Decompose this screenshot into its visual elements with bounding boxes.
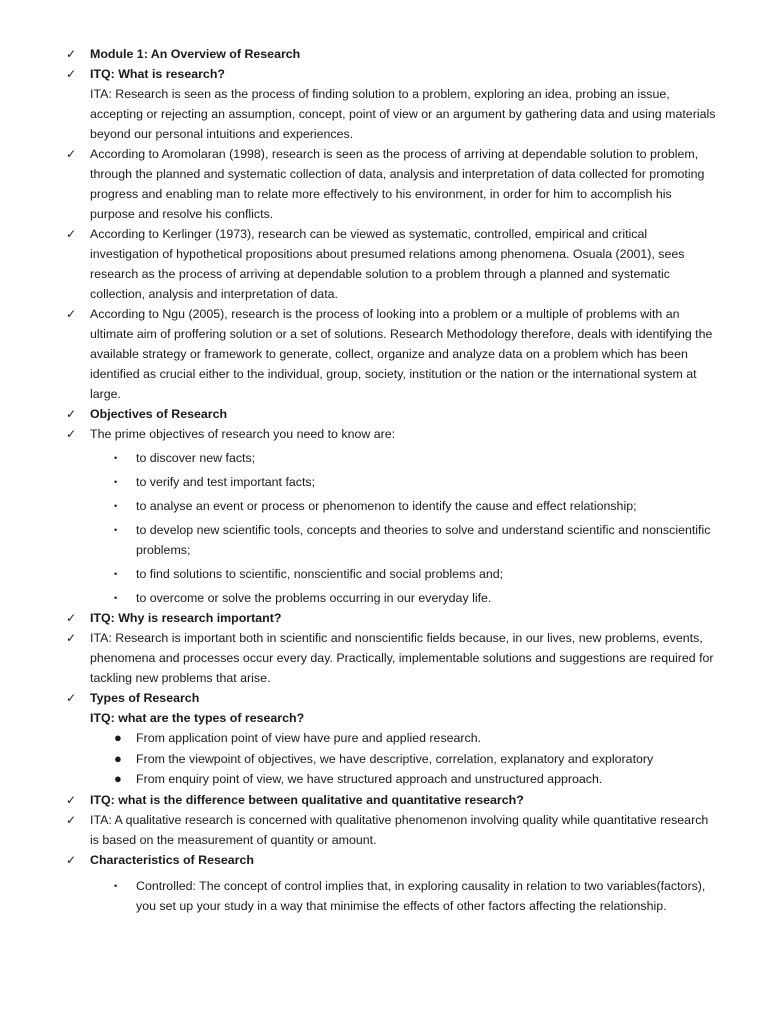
- list-item: [0, 728, 768, 749]
- bullet-icon: ●: [114, 771, 122, 786]
- ita-why: ITA: Research is important both in scientific and nonscientific fields because, in our lives, new problems, events, phenomena and processes occur every day. Practically, implementable solutions and suggestions are required for tackling new problems that arise.: [90, 631, 714, 685]
- list-item: [0, 448, 768, 468]
- bullet-icon: ●: [114, 730, 122, 745]
- list-item-text: to find solutions to scientific, nonscientific and social problems and;: [136, 567, 504, 581]
- ngu-text: According to Ngu (2005), research is the process of looking into a problem or a multiple of problems with an ultimate aim of proffering solution or a set of solutions. Research Methodology therefore, deals with identifying the available strategy or framework to generate, collect, organize and analyze data on a problem which has been identified as crucial either to the individual, group, society, institution or the nation or the international system at large.: [90, 307, 713, 401]
- prime-objectives: The prime objectives of research you need to know are:: [90, 427, 396, 441]
- list-item: [0, 876, 768, 916]
- document-page: [0, 44, 768, 916]
- list-item: [0, 769, 768, 790]
- kerlinger-text: According to Kerlinger (1973), research can be viewed as systematic, controlled, empirical and critical investigation of hypothetical propositions about presumed relations among phenomena. Osuala (2001), sees research as the process of arriving at dependable solution to a problem through a planned and systematic collection, analysis and interpretation of data.: [90, 227, 685, 301]
- list-item-text: to overcome or solve the problems occurring in our everyday life.: [136, 591, 492, 605]
- checkmark-icon: ✓: [66, 227, 77, 241]
- types-heading: Types of Research: [90, 691, 200, 705]
- list-item-text: From enquiry point of view, we have structured approach and unstructured approach.: [136, 772, 603, 786]
- list-item-text: From application point of view have pure and applied research.: [136, 731, 482, 745]
- characteristics-list: [0, 876, 768, 916]
- bullet-icon: •: [114, 453, 118, 463]
- list-item: [0, 520, 768, 560]
- list-item-text: From the viewpoint of objectives, we have descriptive, correlation, explanatory and exploratory: [136, 751, 654, 766]
- objectives-list: [0, 448, 768, 608]
- bullet-icon: •: [114, 569, 118, 579]
- list-item: [0, 472, 768, 492]
- checkmark-icon: ✓: [66, 67, 77, 81]
- checkmark-icon: ✓: [66, 307, 77, 321]
- list-item-text: to develop new scientific tools, concepts and theories to solve and understand scientific and nonscientific problems;: [136, 523, 711, 557]
- list-item-text: Controlled: The concept of control implies that, in exploring causality in relation to two variables(factors), you set up your study in a way that minimise the effects of other factors affecting the relationship.: [136, 878, 706, 913]
- aromolaran-text: According to Aromolaran (1998), research is seen as the process of arriving at dependable solution to problem, through the planned and systematic collection of data, analysis and interpretation of data collected for promoting progress and enabling man to relate more effectively to his environment, in order for him to accomplish his purpose and resolve his conflicts.: [90, 147, 705, 221]
- list-item: [0, 496, 768, 516]
- checkmark-icon: ✓: [66, 631, 77, 645]
- module-title: Module 1: An Overview of Research: [90, 47, 301, 61]
- list-item: [0, 588, 768, 608]
- checkmark-icon: ✓: [66, 691, 77, 705]
- ita-why-row: [0, 628, 768, 688]
- list-item: [0, 749, 768, 770]
- ita-diff: ITA: A qualitative research is concerned with qualitative phenomenon involving quality while quantitative research is based on the measurement of quantity or amount.: [90, 812, 709, 847]
- list-item: [0, 564, 768, 584]
- itq-what: ITQ: What is research?: [90, 67, 225, 81]
- bullet-icon: •: [114, 880, 118, 891]
- checkmark-icon: ✓: [66, 852, 77, 867]
- checkmark-icon: ✓: [66, 812, 77, 827]
- objectives-heading-row: [0, 404, 768, 424]
- checkmark-icon: ✓: [66, 47, 77, 61]
- itq-what-row: [0, 64, 768, 84]
- ita-diff-row: [0, 810, 768, 850]
- prime-objectives-row: [0, 424, 768, 444]
- types-heading-row: [0, 688, 768, 708]
- checkmark-icon: ✓: [66, 611, 77, 625]
- bullet-icon: •: [114, 593, 118, 603]
- characteristics-heading: Characteristics of Research: [90, 852, 254, 867]
- checkmark-icon: ✓: [66, 427, 77, 441]
- checkmark-icon: ✓: [66, 147, 77, 161]
- bullet-icon: ●: [114, 750, 122, 766]
- itq-types: ITQ: what are the types of research?: [90, 711, 305, 725]
- module-title-row: [0, 44, 768, 64]
- types-list: [0, 728, 768, 790]
- list-item-text: to analyse an event or process or phenomenon to identify the cause and effect relationship;: [136, 499, 637, 513]
- bullet-icon: •: [114, 525, 118, 535]
- list-item-text: to verify and test important facts;: [136, 475, 316, 489]
- checkmark-icon: ✓: [66, 407, 77, 421]
- itq-diff-row: [0, 790, 768, 810]
- itq-why: ITQ: Why is research important?: [90, 611, 282, 625]
- objectives-heading: Objectives of Research: [90, 407, 228, 421]
- characteristics-heading-row: [0, 850, 768, 870]
- bullet-icon: •: [114, 501, 118, 511]
- itq-why-row: [0, 608, 768, 628]
- bullet-icon: •: [114, 477, 118, 487]
- ngu-row: [0, 304, 768, 404]
- kerlinger-row: [0, 224, 768, 304]
- itq-diff: ITQ: what is the difference between qualitative and quantitative research?: [90, 792, 524, 807]
- aromolaran-row: [0, 144, 768, 224]
- checkmark-icon: ✓: [66, 792, 77, 807]
- list-item-text: to discover new facts;: [136, 451, 256, 465]
- ita-what: ITA: Research is seen as the process of finding solution to a problem, exploring an idea, probing an issue, accepting or rejecting an assumption, concept, point of view or an argument by gathering data and using materials beyond our personal intuitions and experiences.: [90, 87, 716, 141]
